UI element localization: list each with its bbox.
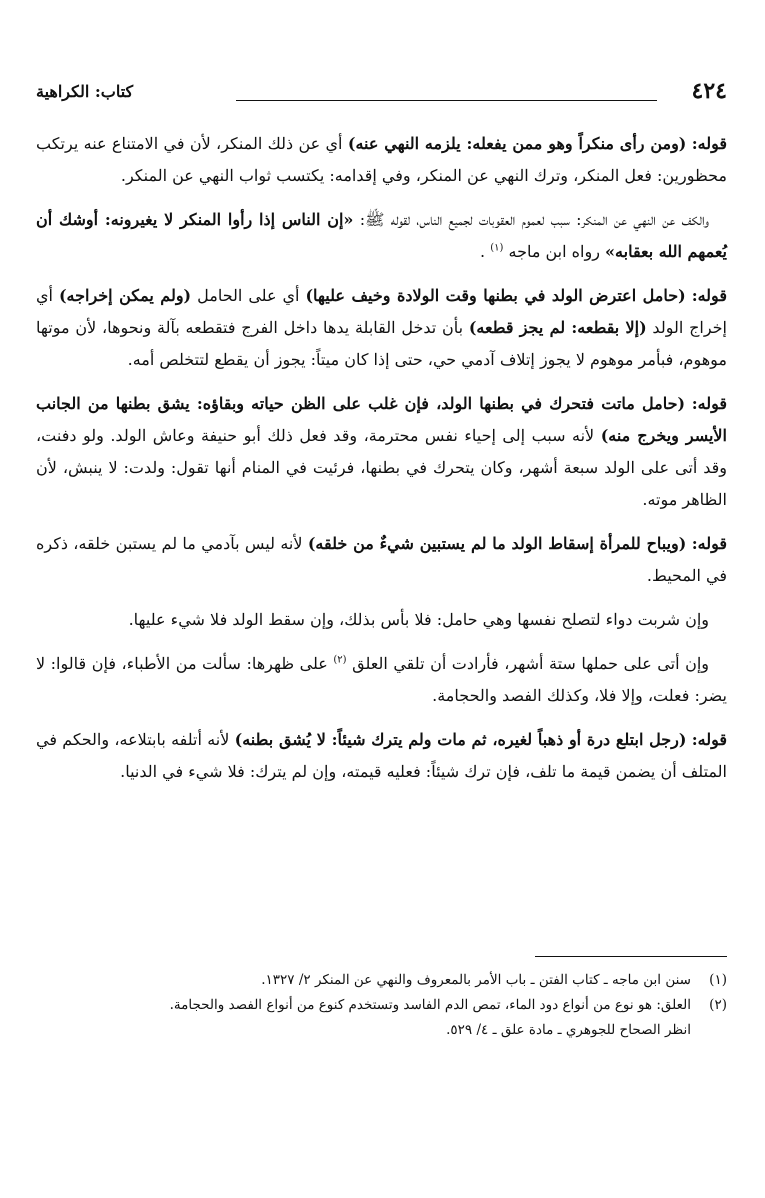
footnote-text: انظر الصحاح للجوهري ـ مادة علق ـ ٤/ ٥٢٩. — [446, 1022, 691, 1038]
quoted-matn: (ويباح للمرأة إسقاط الولد ما لم يستبين شيءٌ من خلقه) — [307, 534, 687, 553]
commentary: لأنه سبب إلى إحياء نفس محترمة، وقد فعل ذلك أبو حنيفة وعاش الولد. ولو دفنت، وقد أتى على الولد سبعة أشهر، وكان يتحرك في بطنها، فرئيت في المنام أنها تقول: ولدت: لا ينبش، لأن الظاهر موته. — [36, 426, 727, 509]
commentary: على ظهرها: سألت من الأطباء، فإن قالوا: لا يضر: فعلت، وإلا فلا، وكذلك الفصد والحجامة. — [36, 654, 727, 705]
paragraph — [36, 280, 727, 376]
header-rule — [236, 100, 657, 101]
paragraph — [36, 128, 727, 192]
punctuation: . — [480, 242, 486, 261]
quoted-matn: (ولم يمكن إخراجه) — [58, 286, 192, 305]
commentary: أي على الحامل — [191, 286, 300, 305]
footnote-number: (١) — [709, 972, 727, 988]
footnote-text: العلق: هو نوع من أنواع دود الماء، تمص الدم الفاسد وتستخدم كنوع من أنواع الفصد والحجامة. — [169, 997, 691, 1013]
footnote-number: (٢) — [709, 997, 727, 1013]
footnotes — [36, 968, 727, 1043]
lead-word: قوله: — [691, 394, 727, 413]
footnote — [36, 968, 727, 993]
page-header — [36, 78, 727, 110]
commentary: أي عن ذلك المنكر، لأن في الامتناع عنه يرتكب محظورين: فعل المنكر، وترك النهي عن المنكر، وفي إقدامه: يكتسب ثواب النهي عن المنكر. — [36, 134, 727, 185]
paragraph — [36, 604, 727, 636]
quoted-matn: (ومن رأى منكراً وهو ممن يفعله: يلزمه النهي عنه) — [347, 134, 687, 153]
commentary: لأنه ليس بآدمي ما لم يستبن خلقه، ذكره في المحيط. — [36, 534, 727, 585]
lead-word: قوله: — [691, 730, 727, 749]
footnote-text: سنن ابن ماجه ـ كتاب الفتن ـ باب الأمر بالمعروف والنهي عن المنكر ٢/ ١٣٢٧. — [261, 972, 691, 988]
footnote-separator — [535, 956, 727, 957]
hadith-quote: «إن الناس إذا رأوا المنكر لا يغيرونه: أوشك أن يُعمهم الله بعقابه» — [36, 210, 727, 261]
commentary: وإن أتى على حملها ستة أشهر، فأرادت أن تلقي العلق — [352, 654, 709, 673]
footnote — [36, 993, 727, 1043]
commentary: رواه ابن ماجه — [508, 242, 600, 261]
paragraph — [36, 528, 727, 592]
commentary: وإن شربت دواء لتصلح نفسها وهي حامل: فلا بأس بذلك، وإن سقط الولد فلا شيء عليها. — [128, 610, 709, 629]
main-text — [36, 128, 727, 800]
footnote-marker[interactable]: (١) — [490, 242, 504, 254]
page-number: ٤٢٤ — [691, 78, 727, 104]
commentary: لأنه أتلفه بابتلاعه، والحكم في المتلف أن يضمن قيمة ما تلف، فإن ترك شيئاً: فعليه قيمته، وإن لم يترك: فلا شيء في الدنيا. — [36, 730, 727, 781]
lead-word: قوله: — [691, 134, 728, 153]
commentary: والكف عن النهي عن المنكر: سبب لعموم العقوبات لجميع الناس، لقوله ﷺ: — [353, 210, 709, 229]
lead-word: قوله: — [691, 286, 727, 305]
quoted-matn: (رجل ابتلع درة أو ذهباً لغيره، ثم مات ولم يترك شيئاً: لا يُشق بطنه) — [234, 730, 687, 749]
commentary: بأن تدخل القابلة يدها داخل الفرج فتقطعه بآلة ونحوها، لأن موتها موهوم، فبأمر موهوم لا يجوز إتلاف آدمي حي، حتى إذا كان ميتاً: يجوز أن يقطع لتتخلص أمه. — [36, 318, 727, 369]
paragraph — [36, 648, 727, 712]
paragraph — [36, 388, 727, 516]
paragraph — [36, 724, 727, 788]
quoted-matn: (إلا بقطعه: لم يجز قطعه) — [468, 318, 647, 337]
footnote-marker[interactable]: (٢) — [333, 654, 347, 666]
quoted-matn: (حامل ماتت فتحرك في بطنها الولد، فإن غلب على الظن حياته وبقاؤه: يشق بطنها من الجانب الأيسر ويخرج منه) — [36, 394, 727, 445]
lead-word: قوله: — [691, 534, 727, 553]
commentary: أي إخراج الولد — [36, 286, 727, 337]
quoted-matn: (حامل اعترض الولد في بطنها وقت الولادة وخيف عليها) — [305, 286, 686, 305]
chapter-title: كتاب: الكراهية — [36, 82, 134, 101]
paragraph — [36, 204, 727, 268]
